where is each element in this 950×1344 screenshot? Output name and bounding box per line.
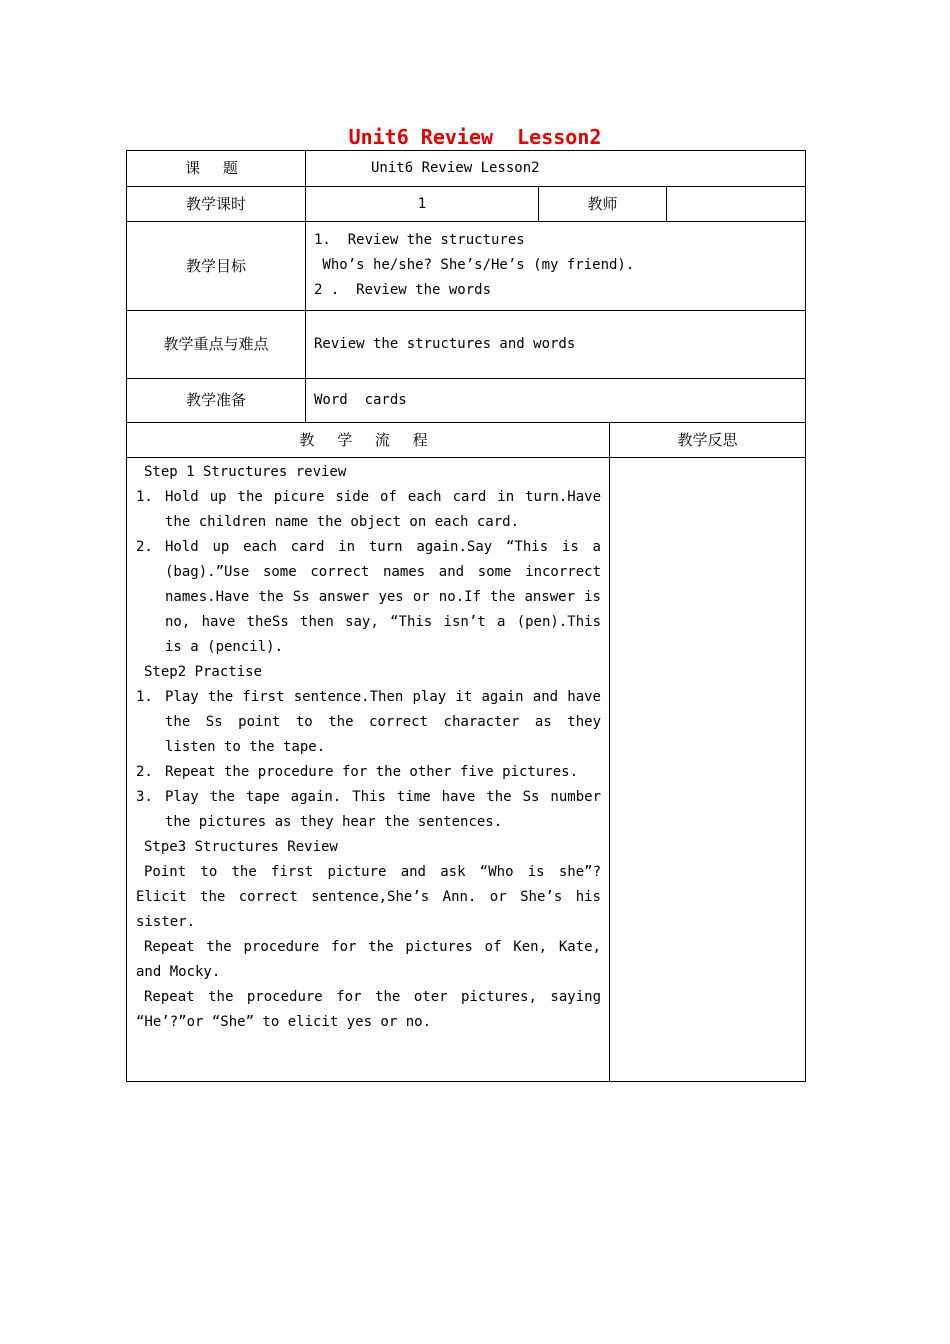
hours-label: 教学课时 [127,187,306,222]
page-title: Unit6 Review Lesson2 [348,125,602,149]
key-points-label: 教学重点与难点 [127,311,306,379]
step2-title: Step2 Practise [144,664,263,680]
row-hours [127,187,806,222]
reflection-content [610,458,806,1082]
step3-para-2: Repeat the procedure for the pictures of Ken, Kate, and Mocky. [136,939,601,980]
step2-item-1: 1. Play the first sentence.Then play it again and have the Ss point to the correct character as they listen to the tape. [136,689,601,755]
step3-para-1: Point to the first picture and ask “Who is she”? Elicit the correct sentence,She’s Ann. or She’s his sister. [136,864,601,930]
goal-line-3: 2 . Review the words [314,282,492,298]
goal-line-2: Who’s he/she? She’s/He’s (my friend). [314,257,635,273]
goals-label: 教学目标 [127,222,306,311]
step1-title: Step 1 Structures review [144,464,347,480]
step3-para-3: Repeat the procedure for the oter pictures, saying “He’?”or “She” to elicit yes or no. [136,989,601,1030]
teacher-value [667,187,806,222]
teacher-label: 教师 [539,187,667,222]
row-topic [127,151,806,187]
step2-item-2: 2. Repeat the procedure for the other five pictures. [136,764,579,780]
step3-title: Stpe3 Structures Review [144,839,338,855]
row-key-points [127,311,806,379]
flow-content [127,458,610,1082]
step2-item-3: 3. Play the tape again. This time have the Ss number the pictures as they hear the sentences. [136,789,601,830]
key-points-value: Review the structures and words [306,311,806,379]
row-flow-header [127,423,806,458]
topic-value: Unit6 Review Lesson2 [306,151,806,187]
hours-value: 1 [306,187,539,222]
flow-header: 教 学 流 程 [127,423,610,458]
row-flow-content [127,458,806,1082]
goals-value [306,222,806,311]
row-prep [127,379,806,423]
step1-item-1: 1. Hold up the picure side of each card in turn.Have the children name the object on each card. [136,489,601,530]
prep-label: 教学准备 [127,379,306,423]
goal-line-1: 1. Review the structures [314,232,525,248]
topic-label: 课 题 [127,151,306,187]
lesson-plan-table [126,150,806,1082]
reflection-header: 教学反思 [610,423,806,458]
prep-value: Word cards [306,379,806,423]
row-goals [127,222,806,311]
step1-item-2: 2. Hold up each card in turn again.Say “This is a (bag).”Use some correct names and some incorrect names.Have the Ss answer yes or no.If the answer is no, have theSs then say, “This isn’t a (pen).This is a (pencil). [136,539,601,655]
